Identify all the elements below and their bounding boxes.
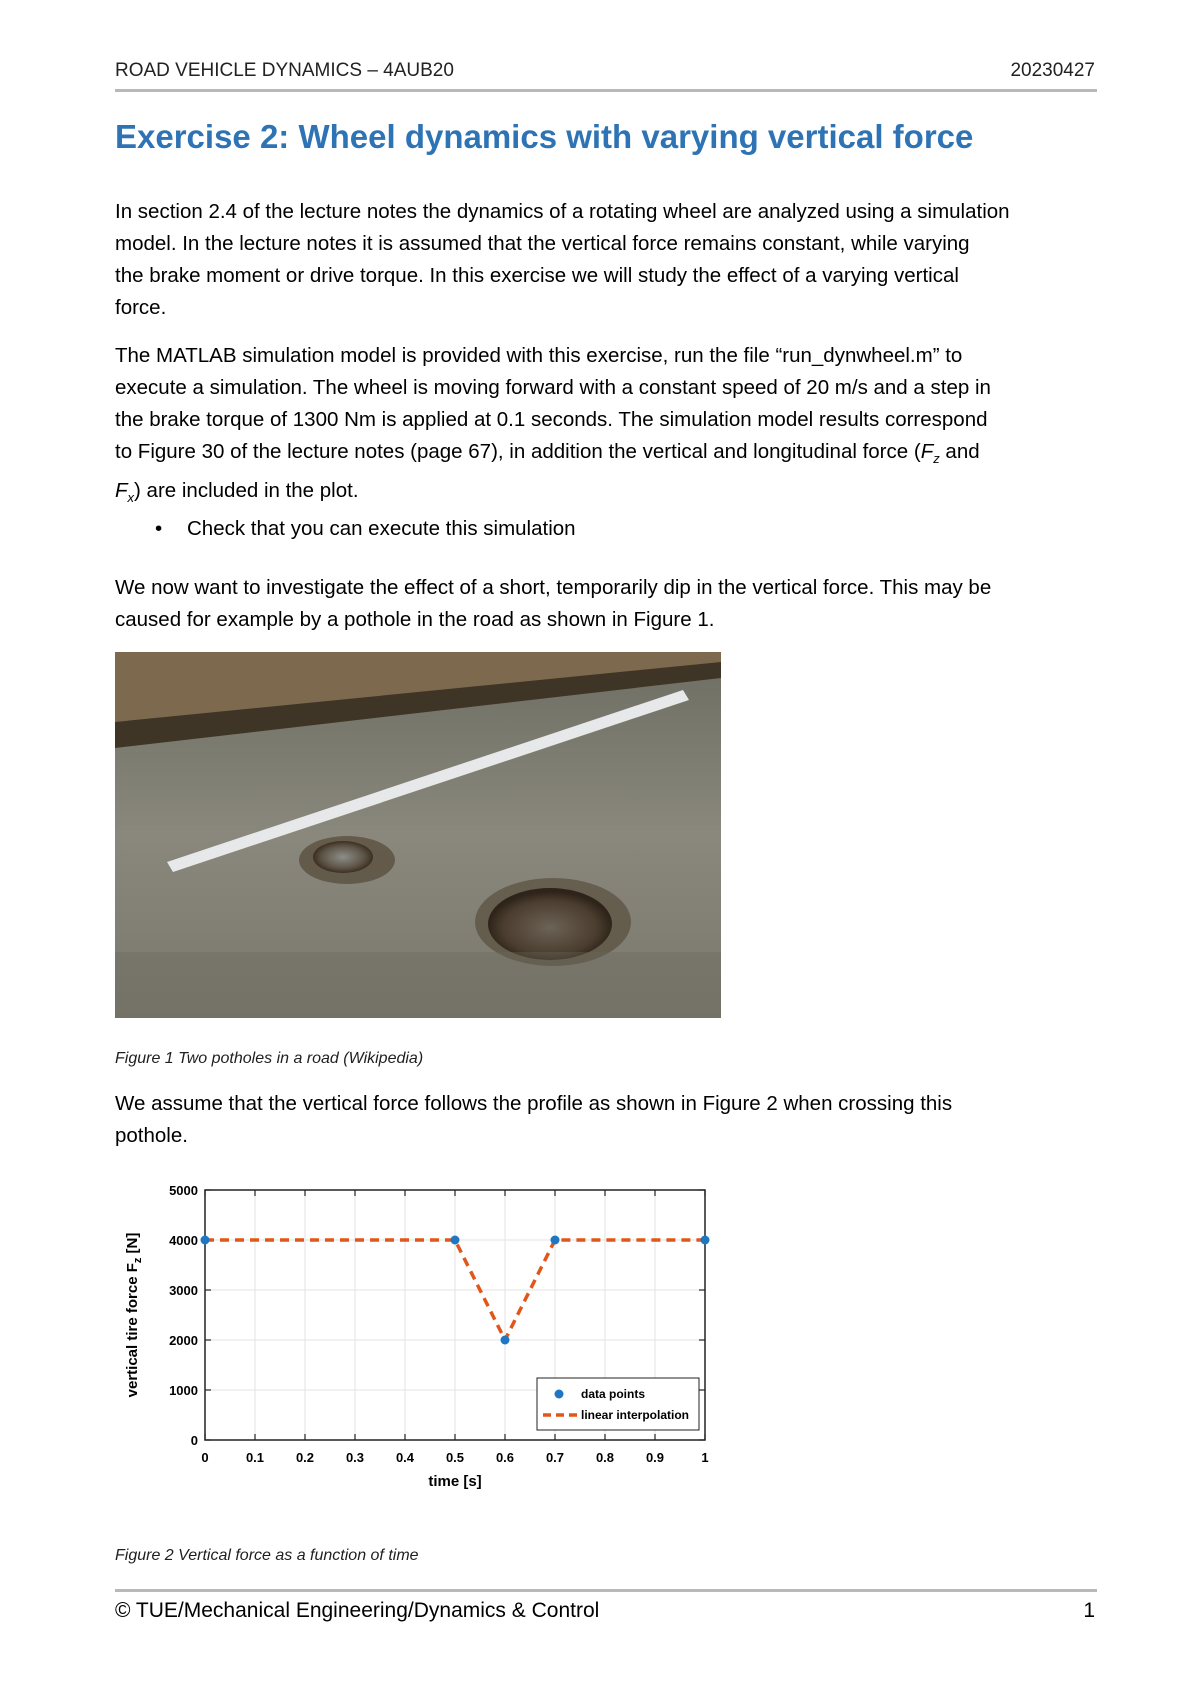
y-tick-label: 4000: [169, 1233, 198, 1248]
text-line: force.: [115, 296, 167, 319]
force-chart: [115, 1170, 775, 1520]
text-line: [115, 475, 1100, 514]
x-axis-label: time [s]: [428, 1473, 482, 1490]
data-point: [201, 1236, 210, 1245]
text-line: pothole.: [115, 1124, 188, 1147]
text-segment: ) are included in the plot.: [134, 479, 359, 503]
bullet-dot: •: [155, 517, 163, 540]
text-line: the brake moment or drive torque. In this exercise we will study the effect of a varying vertical: [115, 264, 959, 287]
header-left: ROAD VEHICLE DYNAMICS – 4AUB20: [115, 60, 454, 81]
legend-label: data points: [581, 1387, 646, 1401]
x-tick-label: 0.8: [595, 1450, 615, 1465]
x-tick-label: 0.4: [395, 1450, 415, 1465]
legend-marker: [555, 1390, 564, 1399]
text-line: the brake torque of 1300 Nm is applied at 0.1 seconds. The simulation model results correspond: [115, 408, 988, 431]
x-tick-label: 0.6: [495, 1450, 515, 1465]
text-line: execute a simulation. The wheel is moving forward with a constant speed of 20 m/s and a step in: [115, 376, 991, 399]
text-line: caused for example by a pothole in the road as shown in Figure 1.: [115, 608, 715, 631]
y-tick-label: 5000: [169, 1183, 198, 1198]
text-segment: to Figure 30 of the lecture notes (page 67), in addition the vertical and longitudinal force (: [115, 440, 921, 463]
text-line: In section 2.4 of the lecture notes the dynamics of a rotating wheel are analyzed using a simulation: [115, 200, 1010, 223]
y-axis-label: [124, 1233, 144, 1398]
paragraph-pothole: [115, 572, 1100, 636]
y-axis-label-unit: [N]: [124, 1232, 141, 1258]
x-tick-label: 0.3: [345, 1450, 365, 1465]
x-tick-label: 0.7: [545, 1450, 565, 1465]
data-point: [701, 1236, 710, 1245]
x-tick-label: 0.9: [645, 1450, 665, 1465]
header-rule: [115, 89, 1097, 92]
text-line: The MATLAB simulation model is provided with this exercise, run the file “run_dynwheel.m” to: [115, 344, 963, 367]
paragraph-intro: [115, 196, 1100, 324]
x-tick-label: 0.2: [295, 1450, 315, 1465]
x-tick-label: 0.5: [445, 1450, 465, 1465]
text-line: model. In the lecture notes it is assumed that the vertical force remains constant, while varying: [115, 232, 970, 255]
text-line: We assume that the vertical force follows the profile as shown in Figure 2 when crossing this: [115, 1092, 953, 1115]
symbol-fz: F: [920, 440, 934, 463]
legend-label: linear interpolation: [581, 1408, 690, 1422]
bullet-text: Check that you can execute this simulation: [187, 517, 576, 540]
text-line: [115, 436, 1100, 475]
y-tick-label: 1000: [169, 1383, 198, 1398]
symbol-fz-subscript: z: [933, 451, 940, 467]
pothole-photo: [115, 652, 721, 1018]
y-tick-label: 0: [190, 1433, 198, 1448]
paragraph-matlab: [115, 340, 1100, 514]
page-title: Exercise 2: Wheel dynamics with varying vertical force: [115, 118, 974, 155]
data-point: [451, 1236, 460, 1245]
header-right: 20230427: [1010, 60, 1095, 81]
paragraph-profile: [115, 1088, 1100, 1152]
footer-left: © TUE/Mechanical Engineering/Dynamics & Control: [115, 1599, 600, 1622]
figure2-caption: Figure 2 Vertical force as a function of time: [115, 1547, 419, 1564]
page-number: 1: [1083, 1599, 1095, 1622]
y-axis-label-main: vertical tire force F: [124, 1263, 141, 1398]
data-point: [551, 1236, 560, 1245]
text-line: We now want to investigate the effect of a short, temporarily dip in the vertical force. This may be: [115, 576, 992, 599]
x-tick-label: 0.1: [245, 1450, 265, 1465]
x-tick-label: 0: [201, 1450, 209, 1465]
legend-box: [537, 1378, 699, 1430]
x-tick-label: 1: [701, 1450, 709, 1465]
text-segment: and: [939, 440, 980, 463]
footer-rule: [115, 1589, 1097, 1592]
y-axis-label-subscript: z: [132, 1257, 144, 1264]
pothole-photo-graphic: [115, 652, 721, 1018]
symbol-fx: F: [115, 479, 128, 503]
symbol-fx-subscript: x: [127, 490, 135, 506]
figure1-caption: Figure 1 Two potholes in a road (Wikipedia): [115, 1050, 424, 1067]
y-tick-label: 2000: [169, 1333, 198, 1348]
data-point: [501, 1336, 510, 1345]
legend: [537, 1378, 699, 1430]
y-tick-label: 3000: [169, 1283, 198, 1298]
